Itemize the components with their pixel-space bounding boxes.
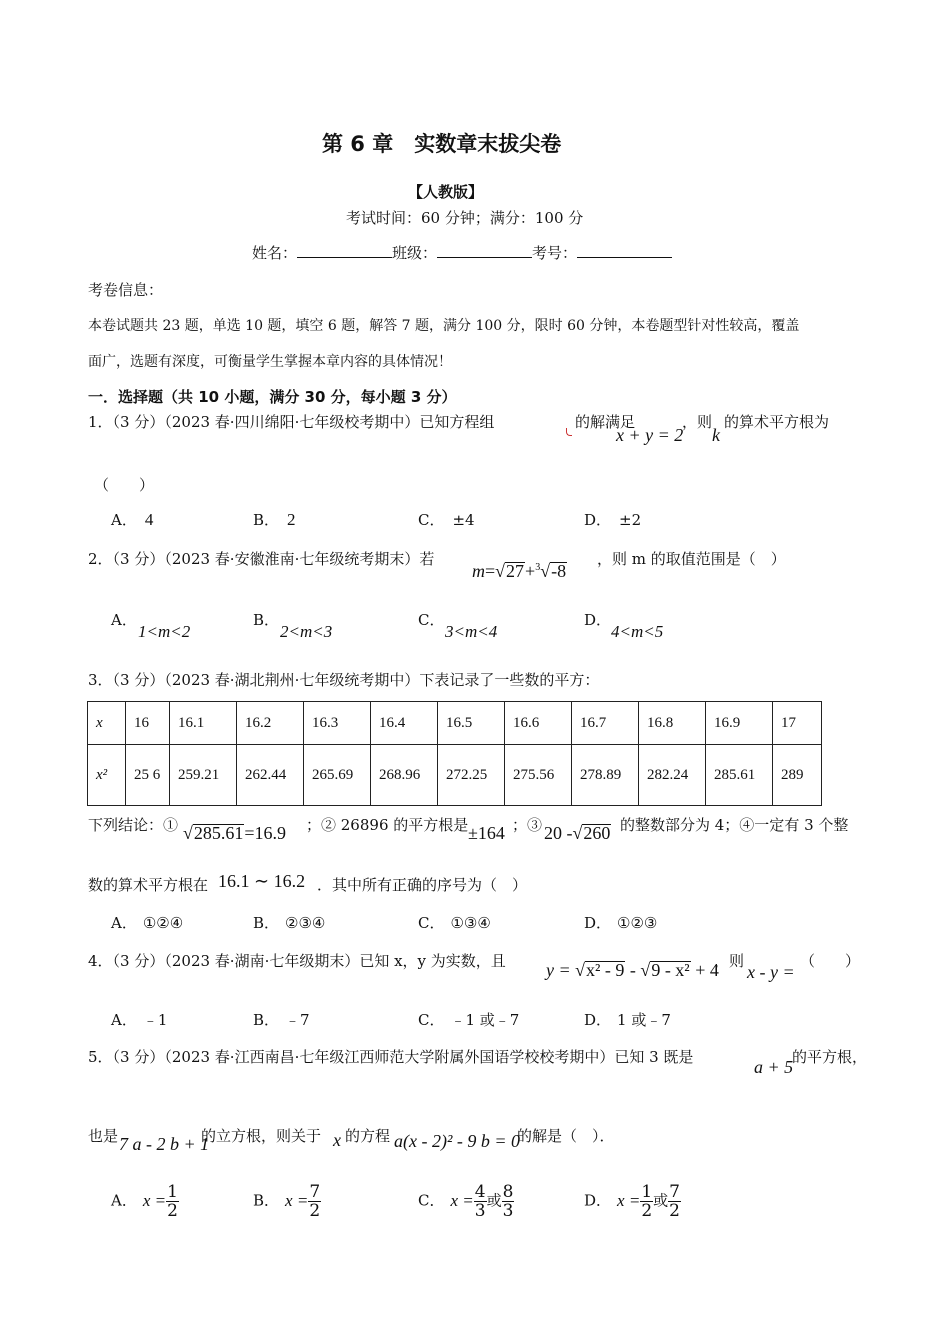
question-3-root-1: √285.61=16.9 <box>183 823 287 843</box>
q2-option-a-value: 1<m<2 <box>138 622 191 641</box>
table-cell: 265.69 <box>304 745 371 806</box>
table-cell: 16.6 <box>505 702 572 745</box>
question-5-line-2b: 的立方根，则关于 <box>201 1127 322 1145</box>
table-cell: 285.61 <box>706 745 773 806</box>
exam-no-blank[interactable] <box>577 243 672 258</box>
q5-option-b[interactable]: B． x = $\frac{7}{2}$ <box>253 1182 321 1221</box>
table-cell: 272.25 <box>438 745 505 806</box>
table-cell: 16 <box>126 702 170 745</box>
q4-option-c[interactable]: C． ﹣1 或﹣7 <box>418 1011 520 1029</box>
table-cell: 25 6 <box>126 745 170 806</box>
edition-label: 【人教版】 <box>408 183 484 201</box>
question-5-var-x: x <box>333 1130 341 1150</box>
squares-table <box>87 701 822 806</box>
table-cell: 282.24 <box>639 745 706 806</box>
question-3-conclusion-b: ；② 26896 的平方根是 <box>306 816 469 834</box>
q3-option-a[interactable]: A． ①②④ <box>111 914 184 932</box>
q2-option-d-value: 4<m<5 <box>611 622 664 641</box>
table-cell: 17 <box>773 702 822 745</box>
table-cell: 289 <box>773 745 822 806</box>
name-blank[interactable] <box>297 243 392 258</box>
question-5-expr-1: a + 5 <box>754 1057 794 1077</box>
q2-option-d[interactable]: D． <box>584 611 612 629</box>
page-title: 第 6 章 实数章末拔尖卷 <box>322 132 562 156</box>
question-5-expr-3: a(x - 2)² - 9 b = 0 <box>394 1131 521 1151</box>
q4-option-d[interactable]: D． 1 或﹣7 <box>584 1011 671 1029</box>
question-3-line-2a: 数的算术平方根在 <box>88 876 209 894</box>
q5-option-c[interactable]: C． x = $\frac{4}{3}$ 或 $\frac{8}{3}$ <box>418 1182 514 1221</box>
question-4-expression: y = √x² - 9 - √9 - x² + 4 <box>546 960 719 980</box>
name-label: 姓名： <box>252 244 298 262</box>
question-3-conclusion-a: 下列结论：① <box>88 816 179 834</box>
question-4-paren: （ ） <box>800 952 861 970</box>
question-3-conclusion-d: 的整数部分为 4；④一定有 3 个整 <box>620 816 849 834</box>
table-cell: 16.3 <box>304 702 371 745</box>
question-3-range: 16.1 ∼ 16.2 <box>218 871 306 891</box>
question-1-var: k <box>712 425 720 445</box>
question-3-line-2b: ．其中所有正确的序号为（ ） <box>317 876 528 894</box>
q5-option-a[interactable]: A． x = $\frac{1}{2}$ <box>111 1182 178 1221</box>
table-cell: 278.89 <box>572 745 639 806</box>
question-3-conclusion-c: ；③ <box>512 816 543 834</box>
q1-option-a[interactable]: A． 4 <box>111 510 154 529</box>
table-cell: 268.96 <box>371 745 438 806</box>
q2-option-c[interactable]: C． <box>418 611 445 629</box>
info-label: 考卷信息： <box>88 281 164 299</box>
question-5-lead: 5．（3 分）（2023 春·江西南昌·七年级江西师范大学附属外国语学校校考期中）已知 3 既是 <box>88 1048 694 1066</box>
question-1-equation: x + y = 2 <box>616 425 684 445</box>
table-cell: 259.21 <box>170 745 237 806</box>
question-2-expression: m=√27+$^3$√-8 <box>472 561 567 581</box>
class-label: 班级： <box>392 244 438 262</box>
table-cell: 16.7 <box>572 702 639 745</box>
q4-option-a[interactable]: A． ﹣1 <box>111 1011 168 1029</box>
table-cell: 16.4 <box>371 702 438 745</box>
question-3-lead: 3．（3 分）（2023 春·湖北荆州·七年级统考期中）下表记录了一些数的平方： <box>88 671 600 689</box>
q2-option-c-value: 3<m<4 <box>445 622 498 641</box>
question-1-paren: （ ） <box>94 476 155 494</box>
question-1-mid: 的解满足 <box>575 413 636 431</box>
exam-no-label: 考号： <box>532 244 578 262</box>
question-3-root-2: 20 -√260 <box>544 823 611 843</box>
table-row <box>88 745 822 806</box>
time-info: 考试时间：60 分钟；满分：100 分 <box>346 209 584 227</box>
q3-option-c[interactable]: C． ①③④ <box>418 914 491 932</box>
q3-option-b[interactable]: B． ②③④ <box>253 914 326 932</box>
question-1-lead: 1．（3 分）（2023 春·四川绵阳·七年级校考期中）已知方程组 <box>88 413 495 431</box>
q2-option-a[interactable]: A． <box>111 611 137 629</box>
question-1-then: ，则 <box>682 413 713 431</box>
question-5-line-2c: 的方程 <box>345 1127 391 1145</box>
q3-option-d[interactable]: D． ①②③ <box>584 914 658 932</box>
table-cell: x² <box>88 745 126 806</box>
student-fields <box>252 242 672 263</box>
table-cell: 16.9 <box>706 702 773 745</box>
q2-option-b-value: 2<m<3 <box>280 622 333 641</box>
table-cell: 16.8 <box>639 702 706 745</box>
table-row <box>88 702 822 745</box>
table-cell: 16.2 <box>237 702 304 745</box>
class-blank[interactable] <box>437 243 532 258</box>
table-cell: 16.1 <box>170 702 237 745</box>
question-4-then: ，则 <box>714 952 745 970</box>
table-cell: 16.5 <box>438 702 505 745</box>
q1-option-c[interactable]: C． ±4 <box>418 511 475 529</box>
question-5-expr-2: 7 a - 2 b + 1 <box>119 1134 210 1154</box>
question-5-line-2a: 也是 <box>88 1127 119 1145</box>
q1-option-b[interactable]: B． 2 <box>253 510 296 529</box>
question-2-tail: ，则 m 的取值范围是（ ） <box>597 550 786 568</box>
system-brace-mark <box>566 428 572 436</box>
table-cell: x <box>88 702 126 745</box>
question-4-lead: 4．（3 分）（2023 春·湖南·七年级期末）已知 x，y 为实数，且 <box>88 952 506 970</box>
info-line-2: 面广，选题有深度，可衡量学生掌握本章内容的具体情况！ <box>88 354 452 370</box>
question-4-ask: x - y = <box>747 962 795 982</box>
info-line-1: 本卷试题共 23 题，单选 10 题，填空 6 题，解答 7 题，满分 100 分，限时 60 分钟，本卷题型针对性较高，覆盖 <box>88 318 800 334</box>
q2-option-b[interactable]: B． <box>253 611 280 629</box>
section-heading: 一．选择题（共 10 小题，满分 30 分，每小题 3 分） <box>88 388 457 406</box>
question-5-tail-1: 的平方根， <box>792 1048 868 1066</box>
table-cell: 275.56 <box>505 745 572 806</box>
question-2-lead: 2．（3 分）（2023 春·安徽淮南·七年级统考期末）若 <box>88 550 435 568</box>
question-5-line-2d: 的解是（ ）． <box>517 1127 615 1145</box>
question-3-pm: ±164 <box>468 823 505 843</box>
q4-option-b[interactable]: B． ﹣7 <box>253 1011 310 1029</box>
q1-option-d[interactable]: D． ±2 <box>584 511 642 529</box>
table-cell: 262.44 <box>237 745 304 806</box>
q5-option-d[interactable]: D． x = $\frac{1}{2}$ 或 $\frac{7}{2}$ <box>584 1182 680 1221</box>
question-1-tail: 的算术平方根为 <box>724 413 830 431</box>
